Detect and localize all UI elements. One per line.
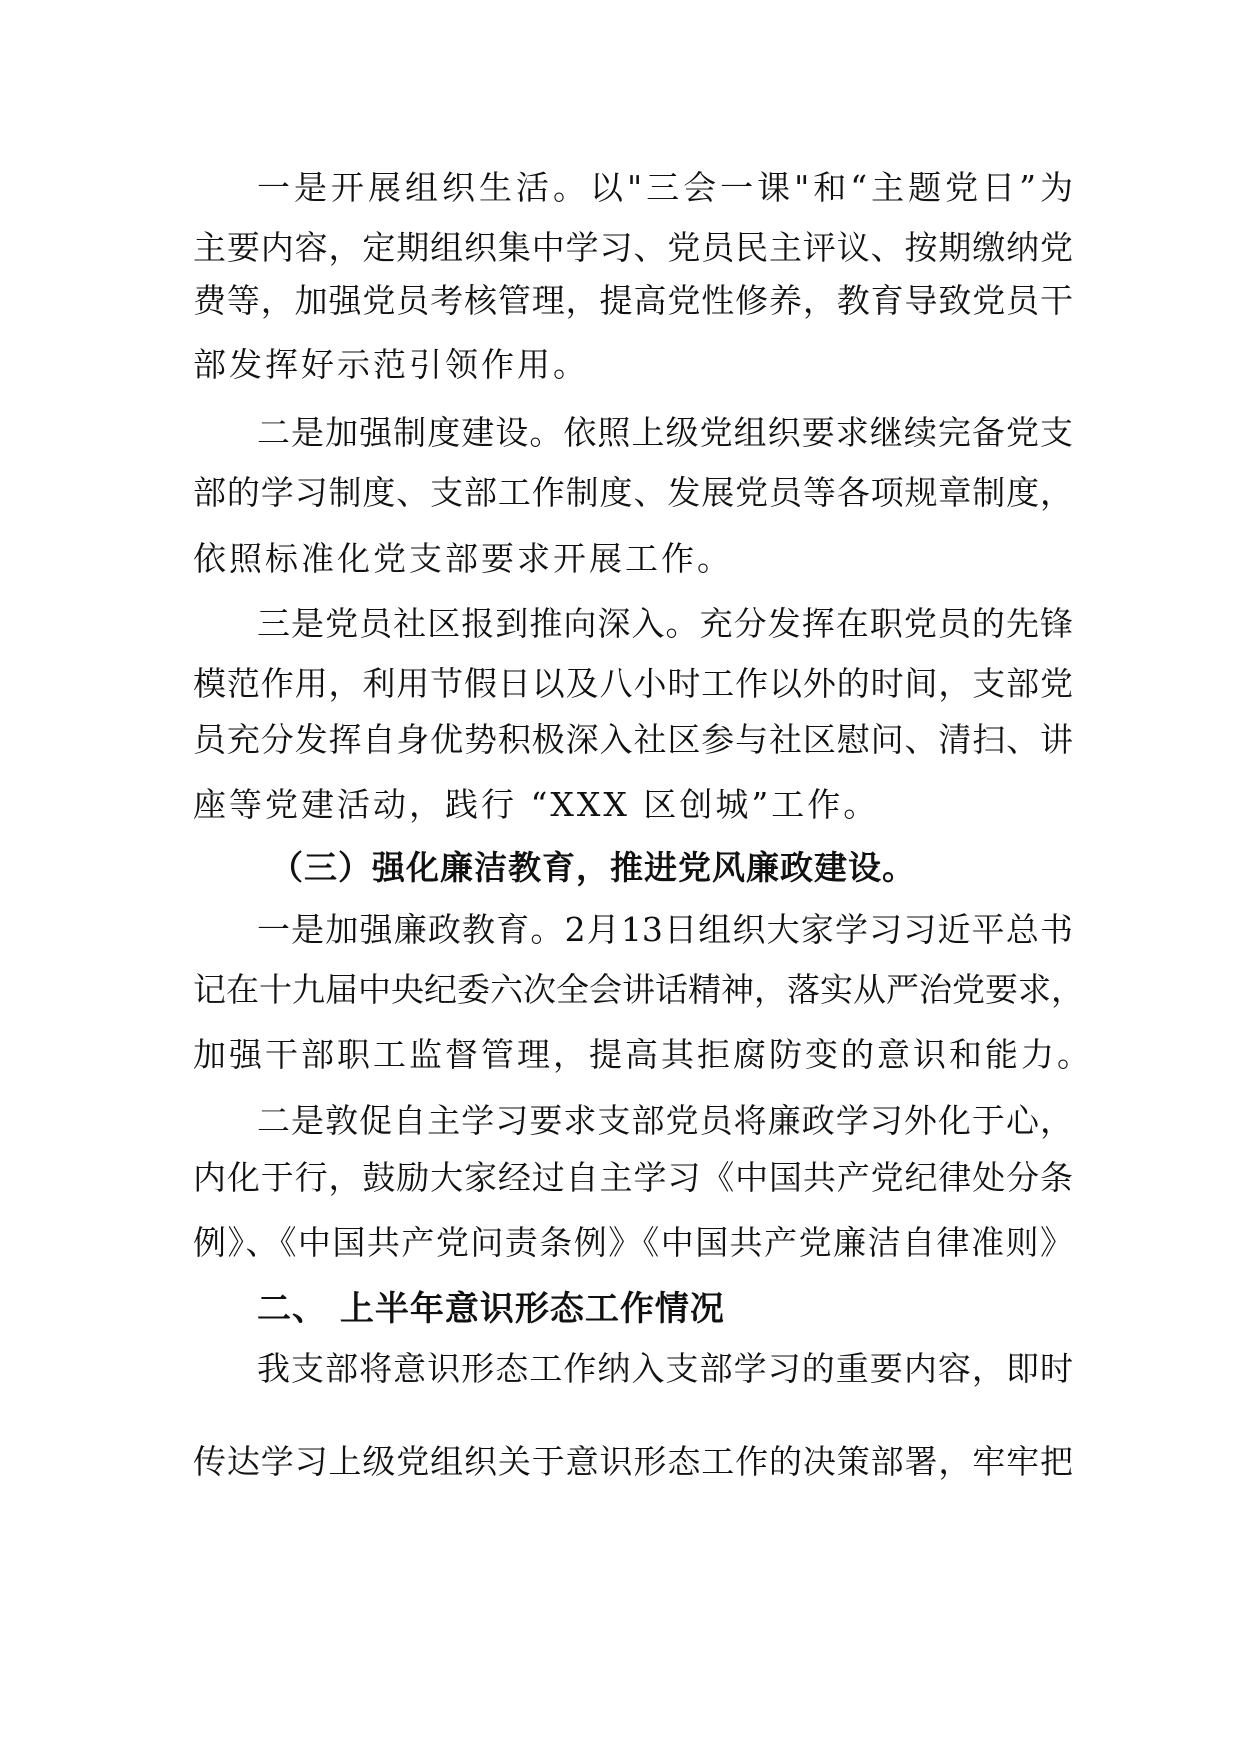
paragraph-line: 二是敦促自主学习要求支部党员将廉政学习外化于心， [257,1101,1073,1140]
paragraph-line: 一是加强廉政教育。2月13日组织大家学习习近平总书 [257,910,1073,949]
paragraph-line: 依照标准化党支部要求开展工作。 [193,539,733,578]
paragraph-line: 传达学习上级党组织关于意识形态工作的决策部署，牢牢把 [193,1442,1073,1481]
paragraph-line: 内化于行，鼓励大家经过自主学习《中国共产党纪律处分条 [193,1158,1073,1197]
paragraph-line: 部发挥好示范引领作用。 [193,345,589,384]
paragraph-line: 例》、《中国共产党问责条例》《中国共产党廉洁自律准则》 [193,1223,1073,1262]
paragraph-line: 三是党员社区报到推向深入。充分发挥在职党员的先锋 [257,604,1073,643]
section-heading: 二、 上半年意识形态工作情况 [257,1289,725,1329]
paragraph-line: 我支部将意识形态工作纳入支部学习的重要内容，即时 [257,1349,1073,1388]
paragraph-line: 加强干部职工监督管理，提高其拒腐防变的意识和能力。 [193,1035,1093,1074]
paragraph-line: 部的学习制度、支部工作制度、发展党员等各项规章制度， [193,473,1073,512]
paragraph-line: 员充分发挥自身优势积极深入社区参与社区慰问、清扫、讲 [193,720,1073,759]
paragraph-line: 二是加强制度建设。依照上级党组织要求继续完备党支 [257,413,1073,452]
paragraph-line: 模范作用，利用节假日以及八小时工作以外的时间，支部党 [193,664,1073,703]
paragraph-line: 记在十九届中央纪委六次全会讲话精神，落实从严治党要求， [193,970,1084,1009]
section-subheading: （三）强化廉洁教育，推进党风廉政建设。 [270,848,916,887]
paragraph-line: 费等，加强党员考核管理，提高党性修养，教育导致党员干 [193,281,1073,320]
paragraph-line: 座等党建活动，践行 “XXX 区创城”工作。 [193,785,880,824]
paragraph-line: 主要内容，定期组织集中学习、党员民主评议、按期缴纳党 [193,228,1073,267]
paragraph-line: 一是开展组织生活。以"三会一课"和“主题党日”为 [257,168,1073,207]
